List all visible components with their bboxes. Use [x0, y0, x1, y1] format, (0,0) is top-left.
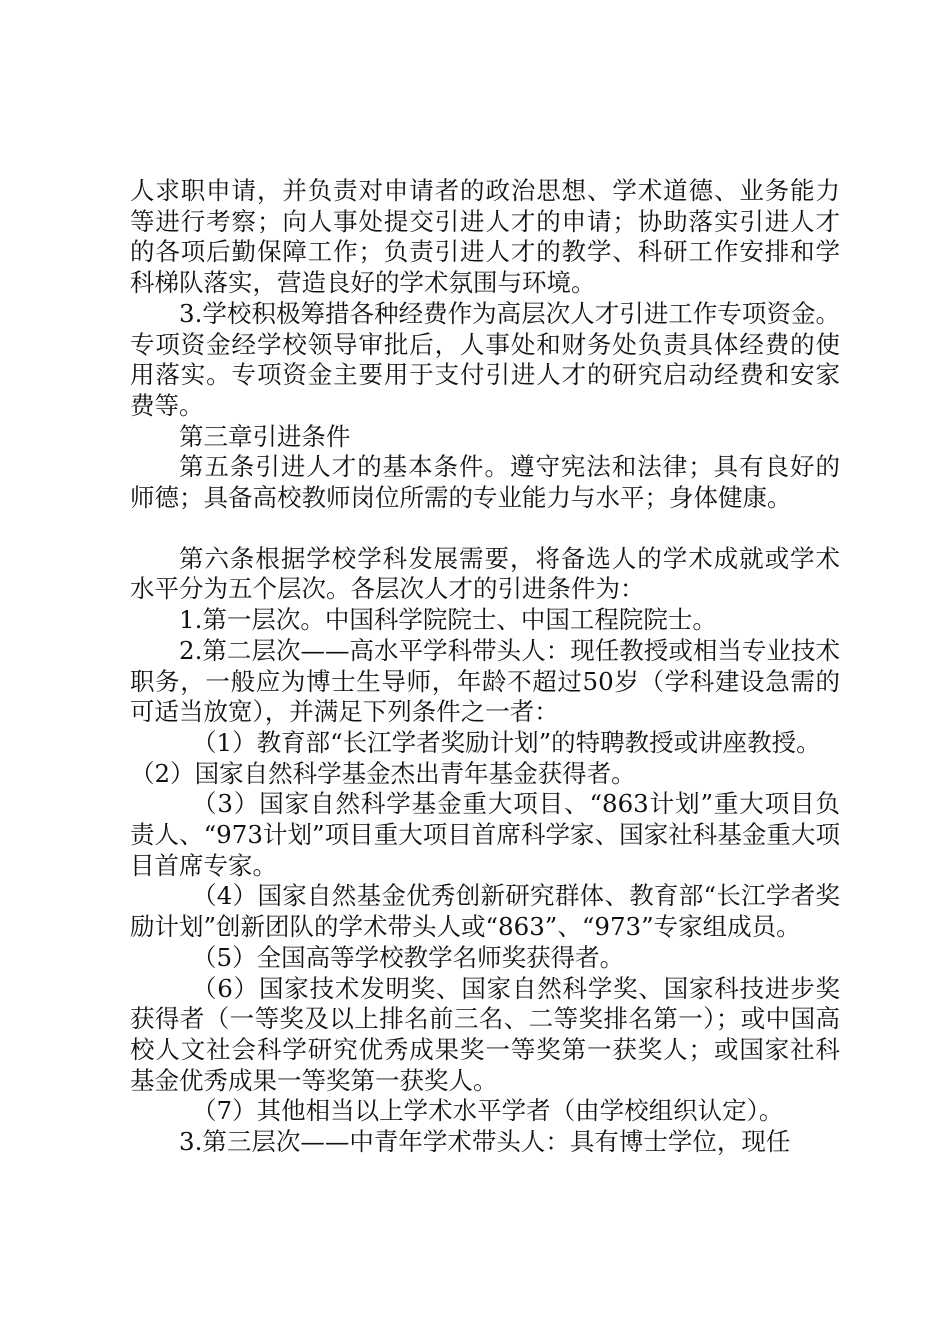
chapter-heading: 第三章引进条件	[179, 421, 351, 451]
paragraph-item-3-funding: 3.学校积极筹措各种经费作为高层次人才引进工作专项资金。专项资金经学校领导审批后，人事处和财务处负责具体经费的使用落实。专项资金主要用于支付引进人才的研究启动经费和安家费等。	[130, 298, 840, 420]
paragraph-level-1: 1.第一层次。中国科学院院士、中国工程院院士。	[179, 605, 717, 635]
paragraph-gap	[130, 514, 840, 544]
paragraph-level-2: 2.第二层次——高水平学科带头人：现任教授或相当专业技术职务，一般应为博士生导师，年龄不超过50岁（学科建设急需的可适当放宽），并满足下列条件之一者：	[130, 635, 840, 727]
paragraph-condition-7: （7）其他相当以上学术水平学者（由学校组织认定）。	[192, 1096, 784, 1126]
paragraph-article-6: 第六条根据学校学科发展需要，将备选人的学术成就或学术水平分为五个层次。各层次人才的引进条件为：	[130, 543, 840, 604]
paragraph-condition-2: （2）国家自然科学基金杰出青年基金获得者。	[130, 758, 636, 788]
paragraph-condition-4: （4）国家自然基金优秀创新研究群体、教育部“长江学者奖励计划”创新团队的学术带头人或“863”、“973”专家组成员。	[130, 881, 840, 942]
paragraph-article-5: 第五条引进人才的基本条件。遵守宪法和法律；具有良好的师德；具备高校教师岗位所需的专业能力与水平；身体健康。	[130, 452, 840, 513]
paragraph-condition-6: （6）国家技术发明奖、国家自然科学奖、国家科技进步奖获得者（一等奖及以上排名前三名、二等奖排名第一）；或中国高校人文社会科学研究优秀成果奖一等奖第一获奖人；或国家社科基金优秀成果一等奖第一获奖人。	[130, 973, 840, 1095]
paragraph-condition-3: （3）国家自然科学基金重大项目、“863计划”重大项目负责人、“973计划”项目重大项目首席科学家、国家社科基金重大项目首席专家。	[130, 789, 840, 880]
paragraph-condition-1: （1）教育部“长江学者奖励计划”的特聘教授或讲座教授。	[192, 727, 821, 757]
paragraph-level-3: 3.第三层次——中青年学术带头人：具有博士学位，现任	[179, 1127, 791, 1157]
paragraph-duties: 人求职申请，并负责对申请者的政治思想、学术道德、业务能力等进行考察；向人事处提交引进人才的申请；协助落实引进人才的各项后勤保障工作；负责引进人才的教学、科研工作安排和学科梯队落实，营造良好的学术氛围与环境。	[130, 176, 840, 298]
paragraph-condition-5: （5）全国高等学校教学名师奖获得者。	[192, 942, 625, 972]
document-body	[130, 176, 840, 1158]
